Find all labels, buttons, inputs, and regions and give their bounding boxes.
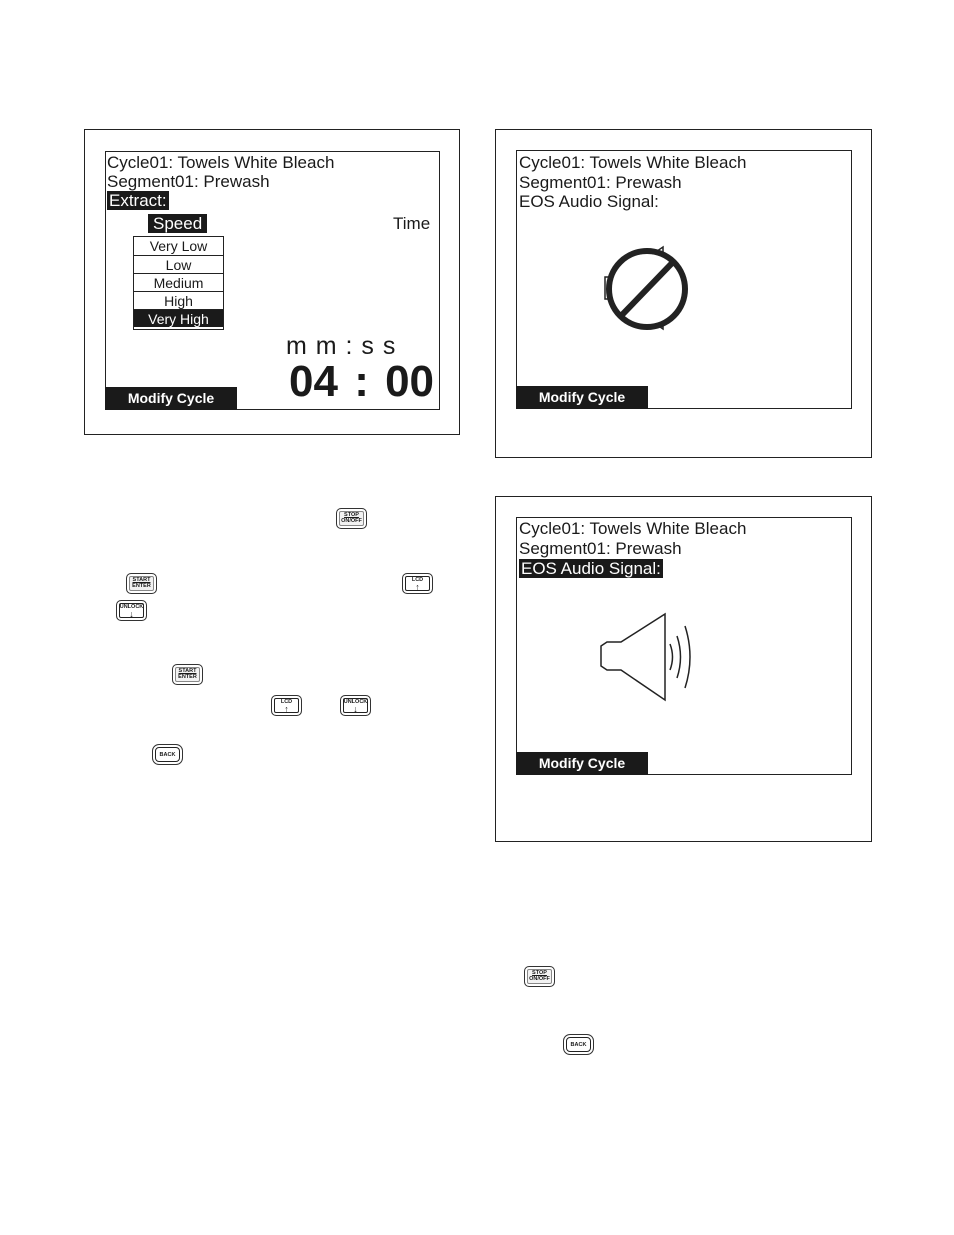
start-enter-button[interactable]: START ENTER [126, 573, 157, 594]
speed-option[interactable]: Low [134, 255, 223, 273]
arrow-up-icon: ↑ [284, 704, 289, 714]
stop-onoff-button[interactable]: STOP ON/OFF [524, 966, 555, 987]
unlock-down-button[interactable]: UNLOCK ↓ [340, 695, 371, 716]
extract-heading: Extract: [109, 191, 167, 210]
speed-option-selected[interactable]: Very High [134, 309, 223, 327]
lcd-up-button[interactable]: LCD ↑ [402, 573, 433, 594]
time-heading: Time [393, 214, 431, 233]
time-format-label: m m : s s [286, 332, 397, 360]
modify-cycle-footer: Modify Cycle [516, 386, 648, 409]
eos-audio-on-figure [495, 496, 872, 842]
time-separator: : [354, 357, 369, 406]
lcd-screen [516, 150, 852, 409]
extract-speed-figure [84, 129, 460, 435]
arrow-down-icon: ↓ [353, 704, 358, 714]
lcd-up-button[interactable]: LCD ↑ [271, 695, 302, 716]
segment-line: Segment01: Prewash [519, 173, 682, 192]
segment-line: Segment01: Prewash [107, 172, 270, 191]
speed-option[interactable]: Medium [134, 273, 223, 291]
speed-options-list [133, 236, 224, 330]
stop-onoff-button[interactable]: STOP ON/OFF [336, 508, 367, 529]
lcd-screen [105, 151, 440, 410]
lcd-screen [516, 517, 852, 775]
unlock-down-button[interactable]: UNLOCK ↓ [116, 600, 147, 621]
arrow-up-icon: ↑ [415, 582, 420, 592]
back-button[interactable]: BACK [152, 744, 183, 765]
back-button[interactable]: BACK [563, 1034, 594, 1055]
start-enter-button[interactable]: START ENTER [172, 664, 203, 685]
speed-heading: Speed [148, 214, 207, 233]
speaker-muted-icon [597, 241, 697, 336]
cycle-line: Cycle01: Towels White Bleach [107, 153, 335, 172]
modify-cycle-footer: Modify Cycle [105, 387, 237, 410]
eos-audio-off-figure [495, 129, 872, 458]
segment-line: Segment01: Prewash [519, 539, 682, 558]
modify-cycle-footer: Modify Cycle [516, 752, 648, 775]
time-value [289, 357, 434, 407]
cycle-line: Cycle01: Towels White Bleach [519, 519, 747, 538]
speaker-on-icon [599, 612, 699, 704]
arrow-down-icon: ↓ [129, 609, 134, 619]
eos-signal-label: EOS Audio Signal: [519, 192, 659, 211]
cycle-line: Cycle01: Towels White Bleach [519, 153, 747, 172]
eos-signal-label: EOS Audio Signal: [521, 559, 661, 578]
time-seconds: 00 [385, 357, 435, 406]
speed-option[interactable]: High [134, 291, 223, 309]
speed-option[interactable]: Very Low [149, 238, 208, 254]
time-minutes: 04 [289, 357, 338, 406]
